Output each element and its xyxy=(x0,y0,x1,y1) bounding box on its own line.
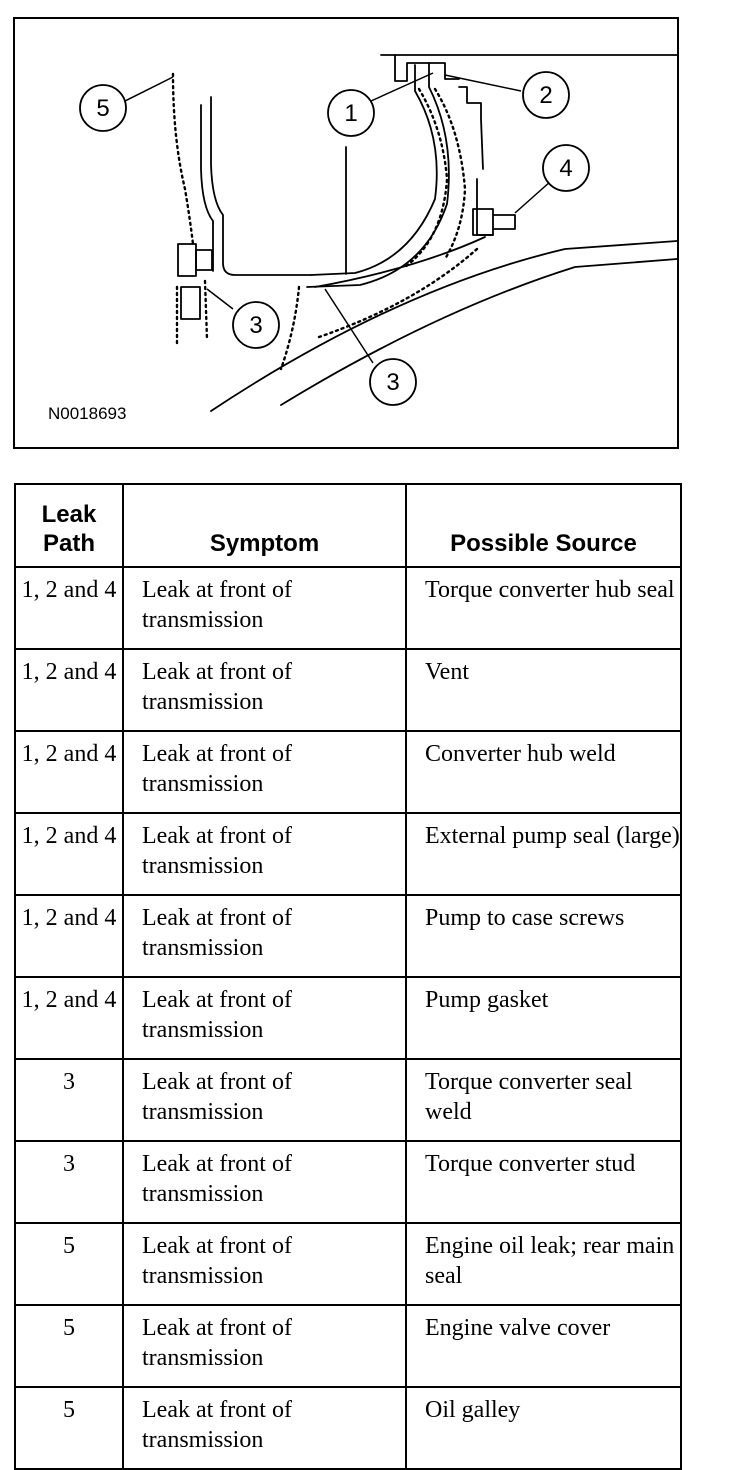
table-row xyxy=(15,1387,681,1469)
callout-1-label: 1 xyxy=(344,100,358,127)
pump-stud-thread xyxy=(493,215,515,229)
symptom-cell: Leak at front of transmission xyxy=(123,977,406,1059)
callout-5-label: 5 xyxy=(96,95,110,122)
table-row xyxy=(15,1223,681,1305)
pump-stud xyxy=(473,209,493,235)
symptom-cell: Leak at front of transmission xyxy=(123,1387,406,1469)
callout-1 xyxy=(328,90,374,136)
leak-path-cell: 1, 2 and 4 xyxy=(15,895,123,977)
converter-shell xyxy=(307,63,449,287)
symptom-cell: Leak at front of transmission xyxy=(123,1223,406,1305)
callout-3b xyxy=(370,359,416,405)
housing-outline xyxy=(211,97,311,275)
table-row xyxy=(15,731,681,813)
possible-source-cell: Converter hub weld xyxy=(406,731,681,813)
symptom-cell: Leak at front of transmission xyxy=(123,1059,406,1141)
table-row xyxy=(15,567,681,649)
possible-source-cell: External pump seal (large) xyxy=(406,813,681,895)
leak-path-cell: 1, 2 and 4 xyxy=(15,567,123,649)
callout-4 xyxy=(543,145,589,191)
leak-path-case-drip xyxy=(319,249,477,337)
table-row xyxy=(15,977,681,1059)
figure-id-label: N0018693 xyxy=(48,404,127,423)
leak-diagnosis-table xyxy=(14,483,682,1470)
case-lower-edge xyxy=(211,241,677,411)
table-row xyxy=(15,813,681,895)
possible-source-cell: Pump to case screws xyxy=(406,895,681,977)
case-seam xyxy=(315,237,485,287)
symptom-cell: Leak at front of transmission xyxy=(123,731,406,813)
symptom-cell: Leak at front of transmission xyxy=(123,1141,406,1223)
leak-path-cell: 1, 2 and 4 xyxy=(15,813,123,895)
converter-housing xyxy=(311,65,437,275)
table-header-row xyxy=(15,484,681,567)
callout-4-label: 4 xyxy=(559,155,573,182)
possible-source-cell: Torque converter stud xyxy=(406,1141,681,1223)
possible-source-cell: Torque converter hub seal xyxy=(406,567,681,649)
pump-body xyxy=(477,179,493,235)
callout-3a-leader xyxy=(207,289,233,309)
pump-flange xyxy=(395,55,459,81)
symptom-cell: Leak at front of transmission xyxy=(123,649,406,731)
callout-5 xyxy=(80,85,126,131)
leak-path-figure xyxy=(13,17,679,449)
leak-path-cell: 3 xyxy=(15,1059,123,1141)
callout-3a xyxy=(233,302,279,348)
table-row xyxy=(15,649,681,731)
callout-5-leader xyxy=(125,77,173,101)
callout-3a-label: 3 xyxy=(249,312,263,339)
possible-source-cell: Torque converter seal weld xyxy=(406,1059,681,1141)
leak-path-3b xyxy=(281,287,299,369)
leak-path-5 xyxy=(173,74,193,244)
leak-path-cell: 3 xyxy=(15,1141,123,1223)
possible-source-cell: Engine valve cover xyxy=(406,1305,681,1387)
callout-2-label: 2 xyxy=(539,82,553,109)
leak-path-cell: 1, 2 and 4 xyxy=(15,731,123,813)
possible-source-cell: Oil galley xyxy=(406,1387,681,1469)
leak-path-cell: 5 xyxy=(15,1305,123,1387)
callout-4-leader xyxy=(515,181,551,213)
leak-path-cell: 5 xyxy=(15,1387,123,1469)
callout-2-leader xyxy=(445,75,521,91)
possible-source-cell: Vent xyxy=(406,649,681,731)
table-body xyxy=(15,567,681,1469)
table-row xyxy=(15,895,681,977)
symptom-cell: Leak at front of transmission xyxy=(123,567,406,649)
leak-path-cell: 1, 2 and 4 xyxy=(15,649,123,731)
header-possible-source: Possible Source xyxy=(406,484,681,567)
header-symptom: Symptom xyxy=(123,484,406,567)
table-row xyxy=(15,1305,681,1387)
housing-bolt-head xyxy=(196,250,212,270)
table-row xyxy=(15,1141,681,1223)
leak-path-cell: 1, 2 and 4 xyxy=(15,977,123,1059)
possible-source-cell: Engine oil leak; rear main seal xyxy=(406,1223,681,1305)
housing-lug xyxy=(181,287,200,319)
symptom-cell: Leak at front of transmission xyxy=(123,813,406,895)
possible-source-cell: Pump gasket xyxy=(406,977,681,1059)
pump-housing xyxy=(459,87,483,169)
callout-3b-label: 3 xyxy=(386,369,400,396)
symptom-cell: Leak at front of transmission xyxy=(123,1305,406,1387)
case-lower-edge-2 xyxy=(281,259,677,405)
housing-bolt xyxy=(178,244,196,276)
leak-path-cell: 5 xyxy=(15,1223,123,1305)
header-leak-path: Leak Path xyxy=(15,484,123,567)
table-row xyxy=(15,1059,681,1141)
transmission-illustration xyxy=(15,19,677,447)
symptom-cell: Leak at front of transmission xyxy=(123,895,406,977)
callout-2 xyxy=(523,72,569,118)
callout-3b-leader xyxy=(325,289,373,363)
